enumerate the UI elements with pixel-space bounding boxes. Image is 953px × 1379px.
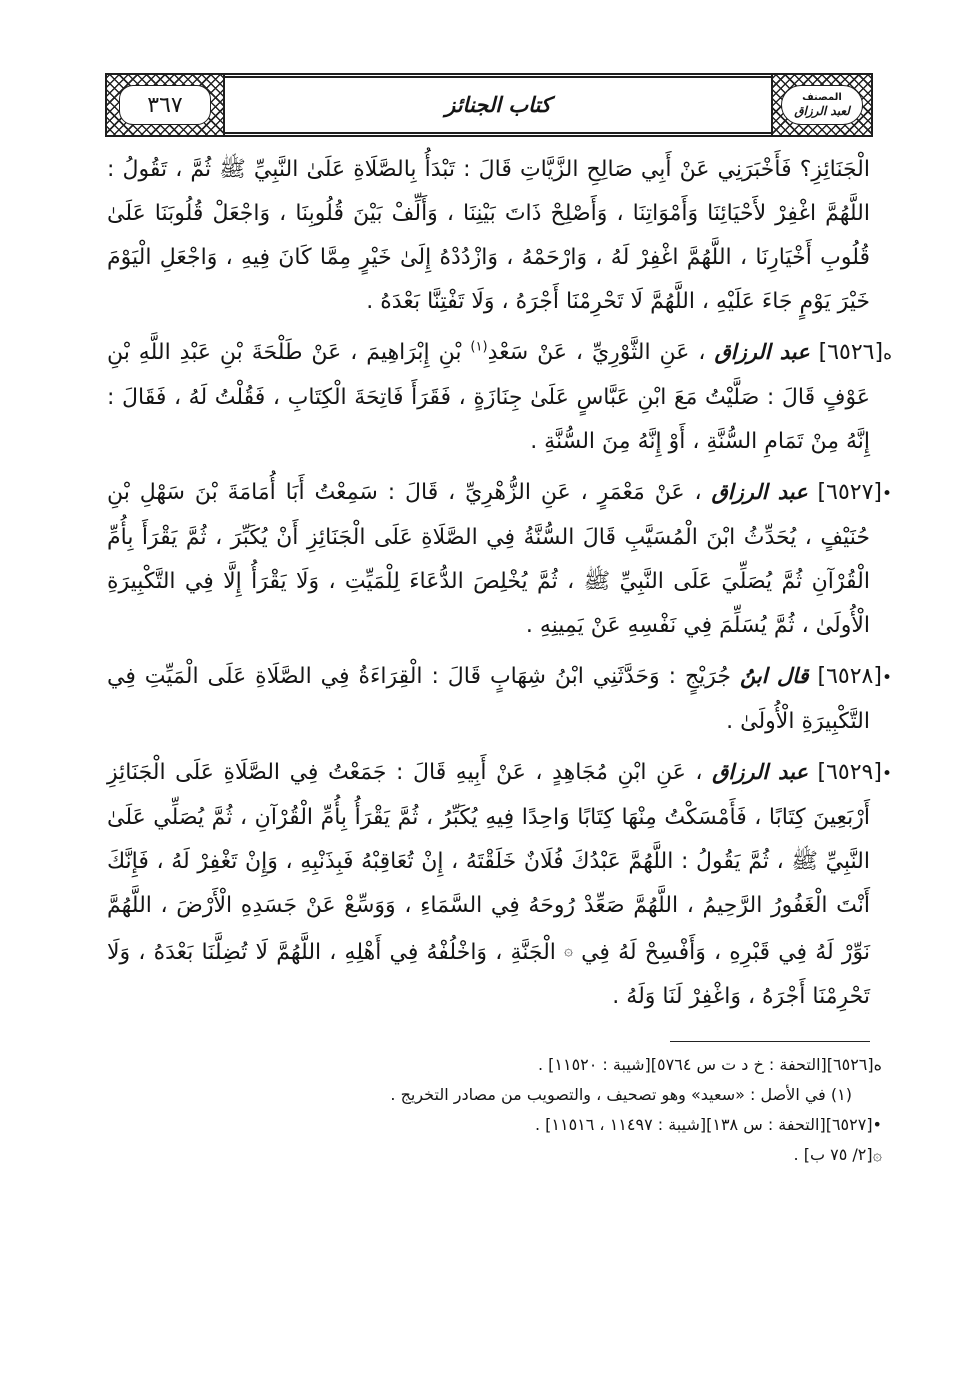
narrator-source: عبد الرزاق (714, 340, 810, 364)
hadith-marker: • (881, 764, 892, 784)
footnote-folio: ۞[٢/ ٧٥ ب] . (793, 1145, 882, 1164)
hadith-text: ، عَنْ مَعْمَرٍ ، عَنِ الزُّهْرِيِّ ، قَالَ : سَمِعْتُ أَبَا أُمَامَةَ بْنَ سَهْلِ بْنِ حُنَيْفٍ ، يُحَدِّثُ ابْنَ الْمُسَيَّبِ قَالَ السُّنَّةُ فِي الصَّلَاةِ عَلَى الْجَنَائِزِ أَنْ يُكَبِّرَ ، ثُمَّ يَقْرَأَ بِأُمِّ الْقُرْآنِ ثُمَّ يُصَلِّيَ عَلَى النَّبِيِّ ﷺ ، ثُمَّ يُخْلِصَ الدُّعَاءَ لِلْمَيِّتِ ، وَلَا يَقْرَأُ إِلَّا فِي التَّكْبِيرَةِ الْأُولَىٰ ، ثُمَّ يُسَلِّمَ فِي نَفْسِهِ عَنْ يَمِينِهِ . (107, 480, 870, 638)
page-number-ornament (105, 73, 225, 137)
hadith-marker: ه (883, 344, 893, 364)
hadith-text: بْنِ إِبْرَاهِيمَ ، عَنْ طَلْحَةَ بْنِ عَبْدِ اللَّهِ بْنِ عَوْفٍ قَالَ : صَلَّيْتُ مَعَ ابْنِ عَبَّاسٍ عَلَىٰ جِنَازَةٍ ، فَقَرَأَ فَاتِحَةَ الْكِتَابِ ، فَقُلْتُ لَهُ ، فَقَالَ : إِنَّهُ مِنْ تَمَامِ السُّنَّةِ ، أَوْ إِنَّهُ مِنَ السُّنَّةِ . (107, 340, 870, 454)
folio-mark-icon: ۞ (564, 941, 573, 959)
narrator-source: عبد الرزاق (712, 760, 808, 784)
logo-text-top: المصنف (802, 91, 842, 103)
footnote-takhrij-6527: •[٦٥٢٧][التحفة : س ١٣٨][شيبة : ١١٤٩٧ ، ١١٥١٦] . (534, 1115, 882, 1134)
hadith-6528 (107, 654, 892, 744)
logo-text-bottom: لعبد الرزاق (794, 103, 850, 118)
footnote-takhrij-6526: ه[٦٥٢٦][التحفة : خ د ت س ٥٧٦٤][شيبة : ١١٥٢٠] . (537, 1055, 882, 1074)
footnote-separator (670, 1041, 870, 1042)
chapter-title: كتاب الجنائز (445, 93, 551, 117)
continuation-paragraph (107, 148, 870, 324)
footnote-ref: (١) (470, 339, 488, 355)
text-column (107, 148, 893, 1170)
narrator-source: عبد الرزاق (711, 480, 808, 504)
hadith-6529 (107, 750, 892, 1019)
hadith-number: [٦٥٢٩] (817, 760, 882, 785)
hadith-6526 (107, 330, 893, 464)
narrator-source: قال ابنُ (739, 664, 809, 688)
hadith-6527 (107, 470, 893, 648)
hadith-number: [٦٥٢٦] (818, 340, 884, 365)
hadith-number: [٦٥٢٨] (817, 664, 882, 689)
paragraph-text: الْجَنَائِزِ؟ فَأَخْبَرَنِي عَنْ أَبِي صَالِحِ الزَّيَّاتِ قَالَ : تَبْدَأُ بِالصَّلَاةِ عَلَىٰ النَّبِيِّ ﷺ ثُمَّ ، تَقُولُ : اللَّهُمَّ اغْفِرْ لأَحْيَائِنَا وَأَمْوَاتِنَا ، وَأَصْلِحْ ذَاتَ بَيْنِنَا ، وَأَلِّفْ بَيْنَ قُلُوبِنَا ، وَاجْعَلْ قُلُوبَنَا عَلَىٰ قُلُوبِ أَخْيَارِنَا ، اللَّهُمَّ اغْفِرْ لَهُ ، وَارْحَمْهُ ، وَازْدُدْهُ إِلَىٰ خَيْرٍ مِمَّا كَانَ فِيهِ ، وَاجْعَلِ الْيَوْمَ خَيْرَ يَوْمٍ جَاءَ عَلَيْهِ ، اللَّهُمَّ لَا تَحْرِمْنَا أَجْرَهُ ، وَلَا تَفْتِنَّا بَعْدَهُ . (107, 157, 870, 314)
page-number: ٣٦٧ (147, 92, 183, 118)
book-logo (781, 85, 863, 125)
footnote-1: (١) في الأصل : «سعيد» وهو تصحيف ، والتصويب من مصادر التخريج . (390, 1085, 852, 1104)
page-number-frame (119, 85, 211, 125)
hadith-text: جُرَيْجٍ : وَحَدَّثَنِي ابْنُ شِهَابٍ قَالَ : الْقِرَاءَةُ فِي الصَّلَاةِ عَلَى الْمَيِّتِ فِي التَّكْبِيرَةِ الْأُولَىٰ . (107, 664, 870, 734)
hadith-text: ، عَنِ ابْنِ مُجَاهِدٍ ، عَنْ أَبِيهِ قَالَ : جَمَعْتُ فِي الصَّلَاةِ عَلَى الْجَنَائِزِ أَرْبَعِينَ كِتَابًا ، فَأَمْسَكْتُ مِنْهَا كِتَابًا وَاحِدًا فِيهِ يُكَبِّرُ ، ثُمَّ يَقْرَأُ بِأُمِّ الْقُرْآنِ ، ثُمَّ يُصَلِّي عَلَىٰ النَّبِيِّ ﷺ ، ثُمَّ يَقُولُ : اللَّهُمَّ عَبْدُكَ فُلَانٌ خَلَقْتَهُ ، إِنْ تُعَاقِبْهُ فَبِذَنْبِهِ ، وَإِنْ تَغْفِرْ لَهُ ، فَإِنَّكَ أَنْتَ الْغَفُورُ الرَّحِيمُ ، اللَّهُمَّ صَعِّدْ رُوحَهُ فِي السَّمَاءِ ، وَوَسِّعْ عَنْ جَسَدِهِ الْأَرْضَ ، اللَّهُمَّ نَوِّرْ لَهُ فِي قَبْرِهِ ، وَأَفْسِحْ لَهُ فِي (107, 760, 871, 965)
hadith-number: [٦٥٢٧] (817, 480, 882, 505)
book-logo-ornament (771, 73, 873, 137)
hadith-text: ، عَنِ الثَّوْرِيِّ ، عَنْ سَعْدِ (487, 340, 706, 365)
hadith-text: الْجَنَّةِ ، وَاخْلُفْهُ فِي أَهْلِهِ ، اللَّهُمَّ لَا تُضِلَّنَا بَعْدَهُ ، وَلَا تَحْرِمْنَا أَجْرَهُ ، وَاغْفِرْ لَنَا وَلَهُ . (107, 940, 870, 1009)
hadith-marker: • (882, 484, 893, 504)
running-header (105, 73, 873, 137)
hadith-marker: • (881, 668, 892, 688)
